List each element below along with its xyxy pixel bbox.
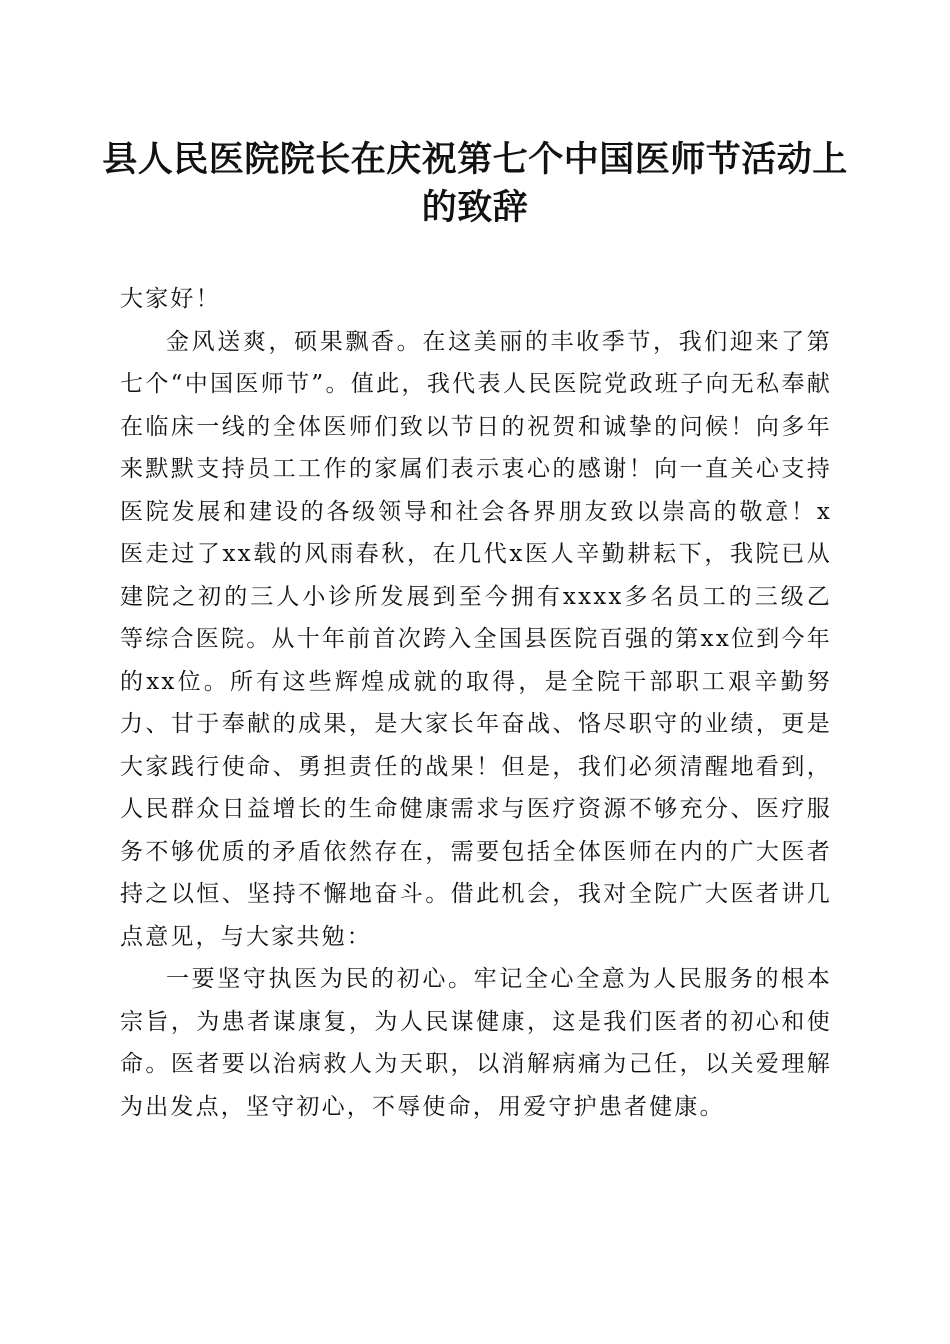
- paragraph-point-one: 一要坚守执医为民的初心。牢记全心全意为人民服务的根本宗旨，为患者谋康复，为人民谋健康，这是我们医者的初心和使命。医者要以治病救人为天职，以消解病痛为己任，以关爱理解为出发点，坚守初心，不辱使命，用爱守护患者健康。: [120, 966, 832, 1120]
- document-title: 县人民医院院长在庆祝第七个中国医师节活动上的致辞: [102, 140, 848, 228]
- paragraph-opening: 金风送爽，硕果飘香。在这美丽的丰收季节，我们迎来了第七个“中国医师节”。值此，我代表人民医院党政班子向无私奉献在临床一线的全体医师们致以节日的祝贺和诚挚的问候！向多年来默默支持员工工作的家属们表示衷心的感谢！向一直关心支持医院发展和建设的各级领导和社会各界朋友致以崇高的敬意！x医走过了xx载的风雨春秋，在几代x医人辛勤耕耘下，我院已从建院之初的三人小诊所发展到至今拥有xxxx多名员工的三级乙等综合医院。从十年前首次跨入全国县医院百强的第xx位到今年的xx位。所有这些辉煌成就的取得，是全院干部职工艰辛勤努力、甘于奉献的成果，是大家长年奋战、恪尽职守的业绩，更是大家践行使命、勇担责任的战果！但是，我们必须清醒地看到，人民群众日益增长的生命健康需求与医疗资源不够充分、医疗服务不够优质的矛盾依然存在，需要包括全体医师在内的广大医者持之以恒、坚持不懈地奋斗。借此机会，我对全院广大医者讲几点意见，与大家共勉：: [120, 328, 832, 950]
- document-body: [120, 278, 832, 1128]
- salutation: 大家好！: [120, 286, 221, 312]
